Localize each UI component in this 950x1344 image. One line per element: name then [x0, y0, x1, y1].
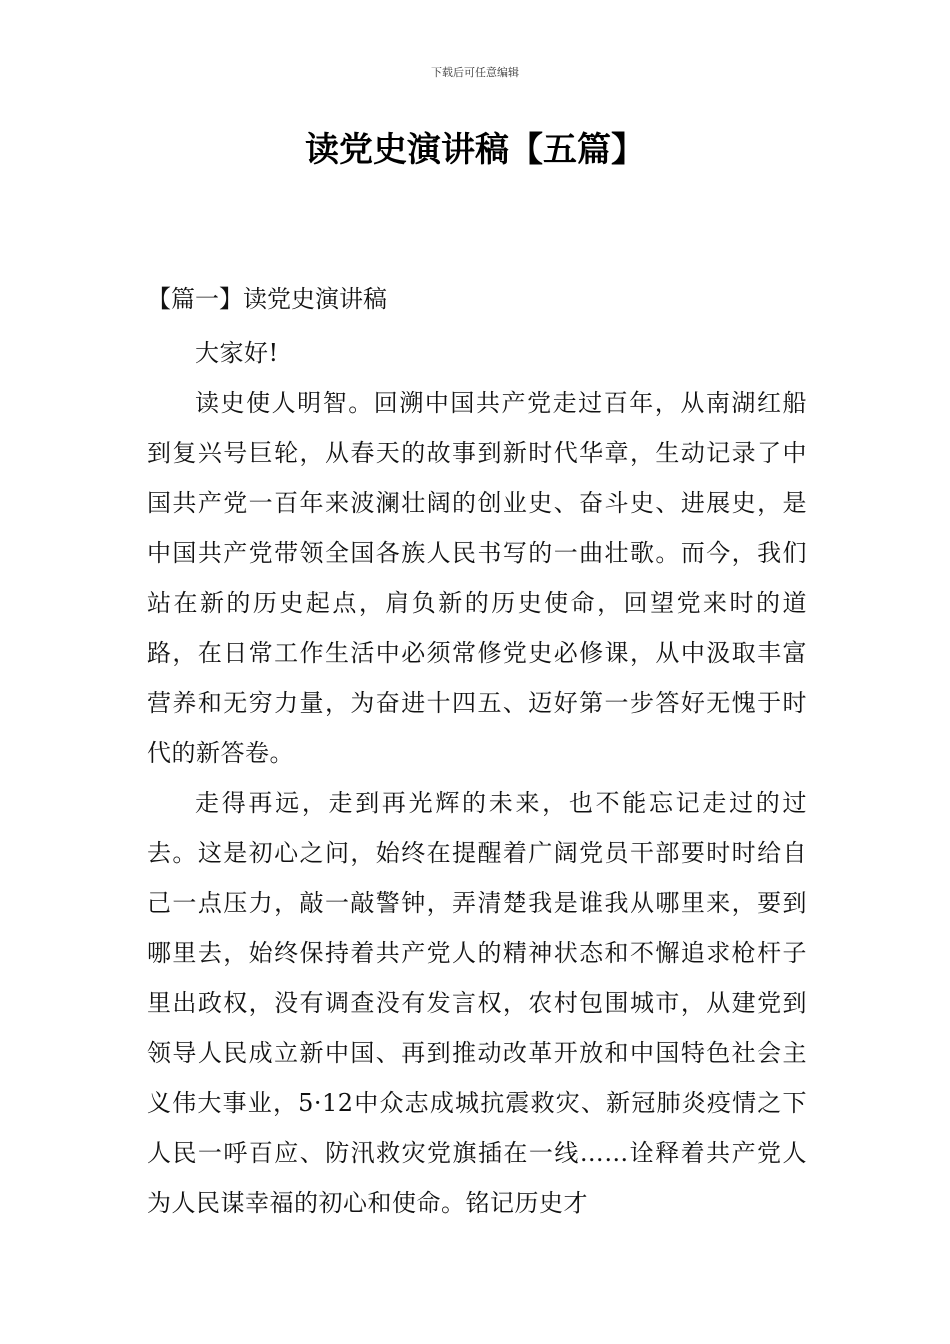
document-title: 读党史演讲稿【五篇】: [305, 130, 645, 170]
body-paragraph-2: 走得再远，走到再光辉的未来，也不能忘记走过的过去。这是初心之问，始终在提醒着广阔党员干部要时时给自己一点压力，敲一敲警钟，弄清楚我是谁我从哪里来，要到哪里去，始终保持着共产党人的精神状态和不懈追求枪杆子里出政权，没有调查没有发言权，农村包围城市，从建党到领导人民成立新中国、再到推动改革开放和中国特色社会主义伟大事业，5·12中众志成城抗震救灾、新冠肺炎疫情之下人民一呼百应、防汛救灾党旗插在一线……诠释着共产党人为人民谋幸福的初心和使命。铭记历史才: [147, 789, 807, 1217]
body-paragraph-1: 读史使人明智。回溯中国共产党走过百年，从南湖红船到复兴号巨轮，从春天的故事到新时代华章，生动记录了中国共产党一百年来波澜壮阔的创业史、奋斗史、进展史，是中国共产党带领全国各族人民书写的一曲壮歌。而今，我们站在新的历史起点，肩负新的历史使命，回望党来时的道路，在日常工作生活中必须常修党史必修课，从中汲取丰富营养和无穷力量，为奋进十四五、迈好第一步答好无愧于时代的新答卷。: [147, 389, 807, 767]
greeting-paragraph: 大家好!: [195, 339, 279, 367]
section-heading: 【篇一】读党史演讲稿: [147, 285, 387, 313]
page-header-note: 下载后可任意编辑: [431, 66, 519, 79]
document-body: [147, 278, 807, 1228]
